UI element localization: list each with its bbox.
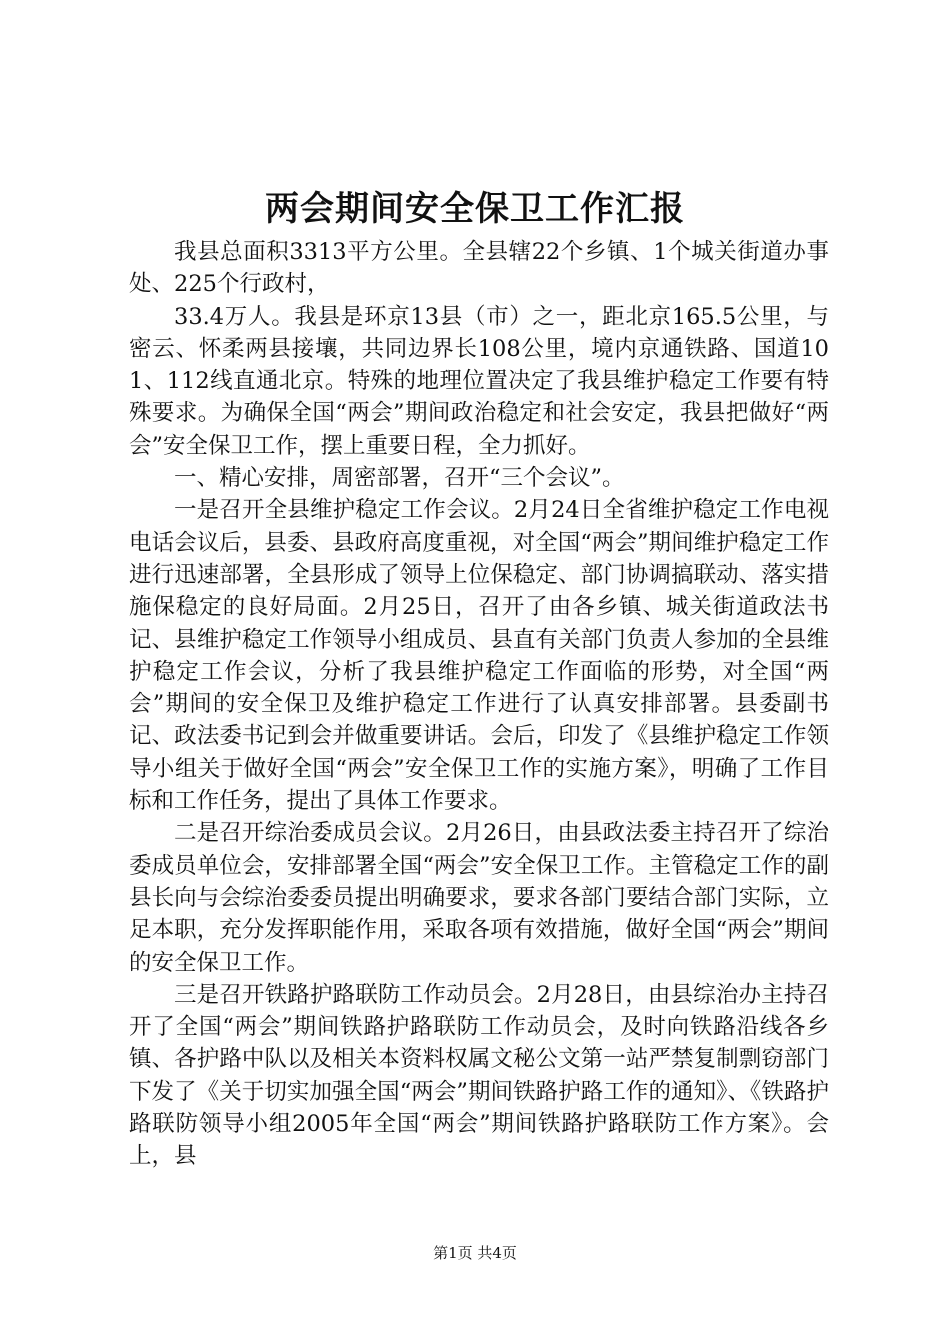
paragraph-meeting-2: 二是召开综治委成员会议。2月26日，由县政法委主持召开了综治委成员单位会，安排部署全国“两会”安全保卫工作。主管稳定工作的副县长向与会综治委委员提出明确要求，要求各部门要结合部门实际，立足本职，充分发挥职能作用，采取各项有效措施，做好全国“两会”期间的安全保卫工作。 bbox=[129, 820, 829, 976]
document-title: 两会期间安全保卫工作汇报 bbox=[265, 189, 685, 229]
paragraph-meeting-3: 三是召开铁路护路联防工作动员会。2月28日，由县综治办主持召开了全国“两会”期间铁路护路联防工作动员会，及时向铁路沿线各乡镇、各护路中队以及相关本资料权属文秘公文第一站严禁复制剽窃部门下发了《关于切实加强全国“两会”期间铁路护路工作的通知》、《铁路护路联防领导小组2005年全国“两会”期间铁路护路联防工作方案》。会上，县 bbox=[129, 981, 829, 1170]
paragraph-location: 33.4万人。我县是环京13县（市）之一，距北京165.5公里，与密云、怀柔两县接壤，共同边界长108公里，境内京通铁路、国道101、112线直通北京。特殊的地理位置决定了我县维护稳定工作要有特殊要求。为确保全国“两会”期间政治稳定和社会安定，我县把做好“两会”安全保卫工作，摆上重要日程，全力抓好。 bbox=[129, 303, 829, 459]
page-footer: 第1页 共4页 bbox=[433, 1244, 517, 1262]
paragraph-intro: 我县总面积3313平方公里。全县辖22个乡镇、1个城关街道办事处、225个行政村， bbox=[129, 239, 829, 298]
document-body bbox=[129, 236, 829, 1173]
section-heading-1: 一、精心安排，周密部署，召开“三个会议”。 bbox=[174, 465, 625, 492]
paragraph-meeting-1: 一是召开全县维护稳定工作会议。2月24日全省维护稳定工作电视电话会议后，县委、县政府高度重视，对全国“两会”期间维护稳定工作进行迅速部署，全县形成了领导上位保稳定、部门协调搞联动、落实措施保稳定的良好局面。2月25日，召开了由各乡镇、城关街道政法书记、县维护稳定工作领导小组成员、县直有关部门负责人参加的全县维护稳定工作会议，分析了我县维护稳定工作面临的形势，对全国“两会”期间的安全保卫及维护稳定工作进行了认真安排部署。县委副书记、政法委书记到会并做重要讲话。会后，印发了《县维护稳定工作领导小组关于做好全国“两会”安全保卫工作的实施方案》，明确了工作目标和工作任务，提出了具体工作要求。 bbox=[129, 497, 829, 815]
